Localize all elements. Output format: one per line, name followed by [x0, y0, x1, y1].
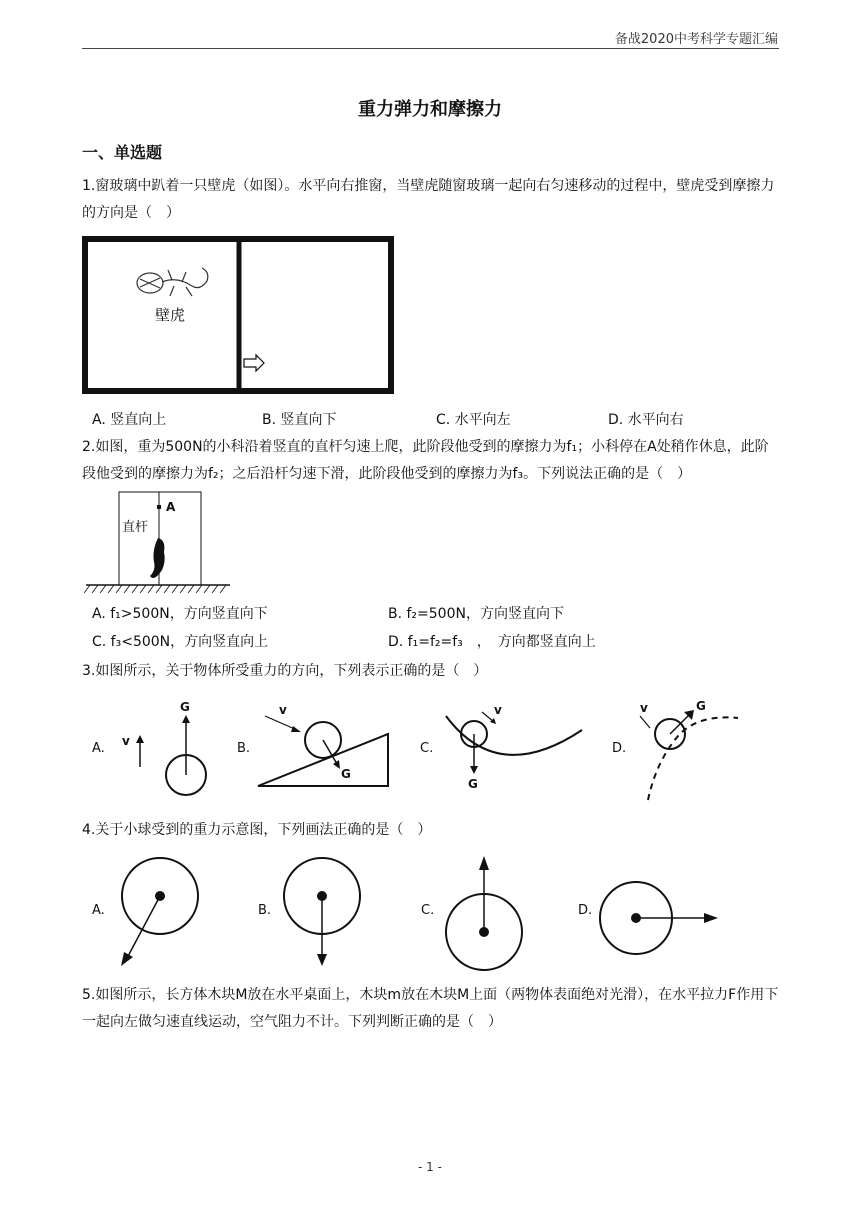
q1-option-d[interactable]: D. 水平向右 [608, 412, 684, 428]
q1-option-b[interactable]: B. 竖直向下 [262, 412, 337, 428]
q3c-g-label: G [468, 777, 478, 791]
q3b-v-label: v [279, 703, 287, 717]
page-number: - 1 - [418, 1160, 442, 1174]
right-arrow-icon [704, 913, 718, 923]
down-arrow-icon [317, 954, 327, 966]
q3-option-b[interactable]: B. [237, 741, 251, 756]
arrow-icon [291, 726, 301, 732]
q3a-g-label: G [180, 700, 190, 714]
arrow-icon [121, 952, 133, 966]
point-a-marker [157, 505, 161, 509]
q4-figure-a [112, 850, 202, 970]
q2-option-b[interactable]: B. f₂=500N，方向竖直向下 [388, 606, 564, 622]
q4-option-b[interactable]: B. [258, 903, 272, 918]
section-heading: 一、单选题 [82, 143, 163, 162]
q2-stem: 2.如图，重为500N的小科沿着竖直的直杆匀速上爬，此阶段他受到的摩擦力为f₁；小科停在A处稍作休息，此阶段他受到的摩擦力为f₂；之后沿杆匀速下滑，此阶段他受到的摩擦力为f₃。下列说法正确的是（ ） [82, 439, 769, 482]
q3-figure-a [110, 695, 220, 803]
ground-hatch [84, 585, 226, 593]
q4-option-c[interactable]: C. [421, 903, 435, 918]
q3-figure-b [255, 696, 393, 792]
q2-option-a[interactable]: A. f₁>500N，方向竖直向下 [92, 606, 268, 622]
page-title: 重力弹力和摩擦力 [358, 99, 502, 120]
q2-option-c[interactable]: C. f₃<500N，方向竖直向上 [92, 634, 269, 650]
q1-stem: 1.窗玻璃中趴着一只壁虎（如图）。水平向右推窗，当壁虎随窗玻璃一起向右匀速移动的过程中，壁虎受到摩擦力的方向是（ ） [82, 178, 775, 221]
q3b-g-label: G [341, 767, 351, 781]
q4-figure-b [280, 850, 366, 970]
q4-figure-c [442, 850, 528, 975]
q2-point-label: A [166, 500, 176, 514]
up-arrow-icon [479, 856, 489, 870]
q3d-g-label: G [696, 699, 706, 713]
q3d-v-label: v [640, 701, 648, 715]
q1-window-figure [82, 236, 394, 394]
q3-stem: 3.如图所示，关于物体所受重力的方向，下列表示正确的是（ ） [82, 663, 488, 679]
q3-figure-d [628, 692, 748, 804]
q3a-v-label: v [122, 734, 130, 748]
q4-option-a[interactable]: A. [92, 903, 105, 918]
q3c-v-label: v [494, 703, 502, 717]
q4-stem: 4.关于小球受到的重力示意图，下列画法正确的是（ ） [82, 822, 432, 838]
up-arrow-icon [136, 735, 144, 743]
q4-option-d[interactable]: D. [578, 903, 593, 918]
push-arrow-icon [244, 355, 264, 371]
arrow-icon [333, 760, 340, 769]
q1-option-a[interactable]: A. 竖直向上 [92, 412, 167, 428]
q3-option-c[interactable]: C. [420, 741, 434, 756]
up-arrow-icon [182, 715, 190, 723]
q4-figure-d [596, 876, 726, 960]
q3-option-a[interactable]: A. [92, 741, 105, 756]
q5-stem: 5.如图所示，长方体木块M放在水平桌面上，木块m放在木块M上面（两物体表面绝对光滑），在水平拉力F作用下一起向左做匀速直线运动，空气阻力不计。下列判断正确的是（ ） [82, 987, 779, 1030]
header-rule [82, 48, 779, 49]
q3-figure-c [438, 700, 588, 794]
q1-figure-label: 壁虎 [154, 306, 186, 324]
q2-pole-figure [84, 490, 232, 594]
q2-option-d[interactable]: D. f₁=f₂=f₃ ， 方向都竖直向上 [388, 634, 596, 650]
header-series: 备战2020中考科学专题汇编 [614, 32, 778, 47]
q2-rod-label: 直杆 [122, 520, 149, 535]
gecko-icon [137, 268, 208, 296]
down-arrow-icon [470, 766, 478, 774]
q1-option-c[interactable]: C. 水平向左 [436, 412, 511, 428]
climber-icon [150, 538, 165, 578]
q3-option-d[interactable]: D. [612, 741, 627, 756]
